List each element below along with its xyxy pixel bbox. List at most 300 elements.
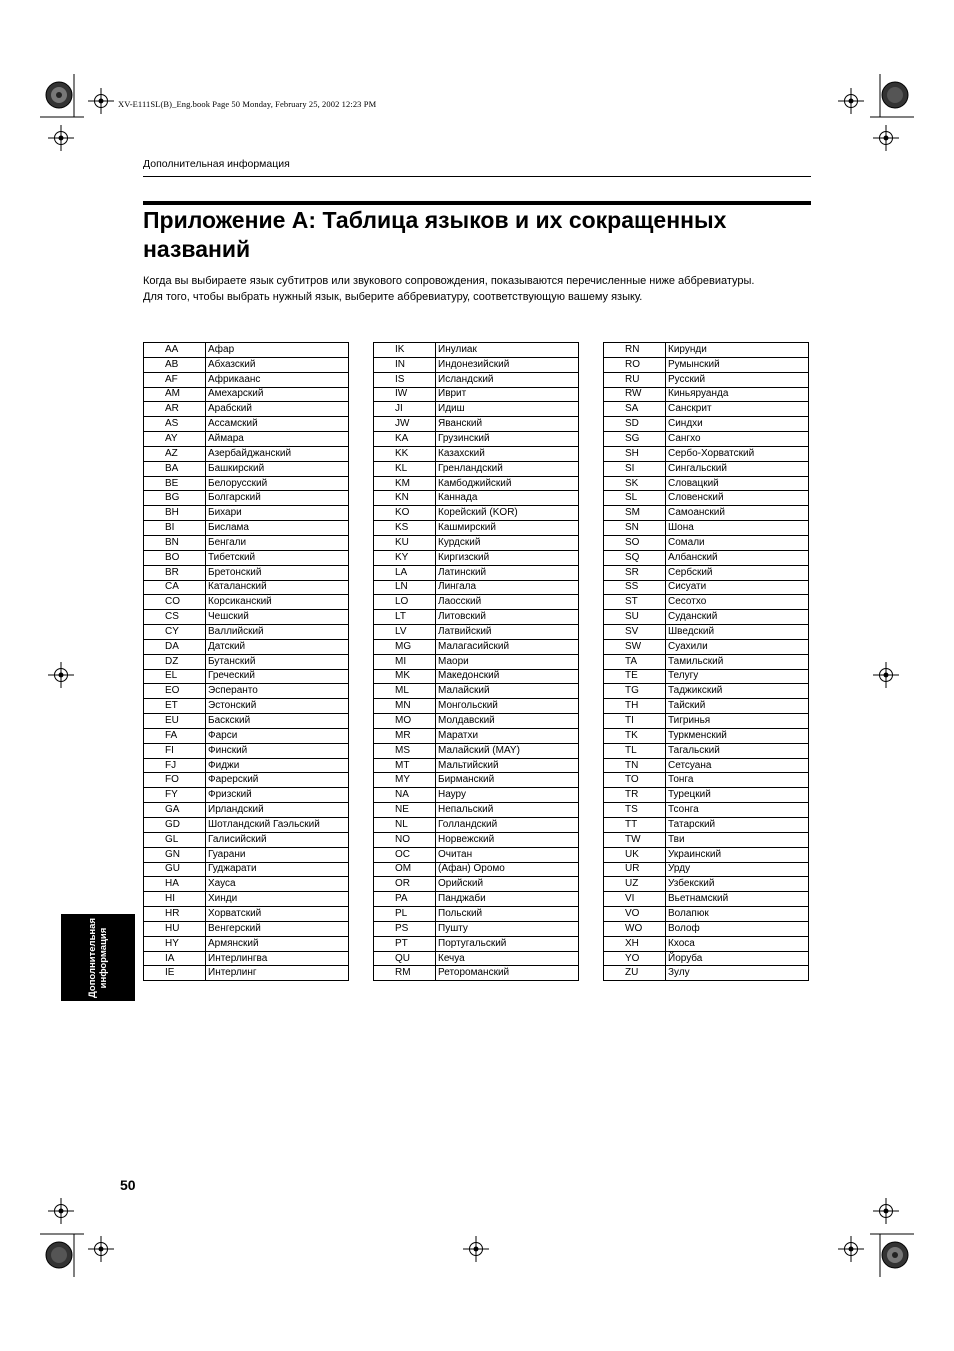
table-row <box>374 446 579 461</box>
language-code: MR <box>374 728 436 743</box>
language-name: Корейский (KOR) <box>436 506 579 521</box>
language-name: Лингала <box>436 580 579 595</box>
language-code: YO <box>604 951 666 966</box>
language-code: RN <box>604 343 666 358</box>
table-row <box>374 506 579 521</box>
language-name: Сербо-Хорватский <box>666 446 809 461</box>
table-row <box>144 684 349 699</box>
language-name: Норвежский <box>436 832 579 847</box>
table-row <box>144 788 349 803</box>
language-name: Словацкий <box>666 476 809 491</box>
language-name: Суахили <box>666 639 809 654</box>
table-row <box>604 966 809 981</box>
language-name: Иврит <box>436 387 579 402</box>
section-header: Дополнительная информация <box>143 158 290 170</box>
table-row <box>604 743 809 758</box>
language-name: Мальтийский <box>436 758 579 773</box>
title-rule <box>143 201 811 205</box>
table-row <box>374 728 579 743</box>
table-row <box>144 832 349 847</box>
table-row <box>374 372 579 387</box>
table-row <box>604 892 809 907</box>
language-code: LO <box>374 595 436 610</box>
language-code: MI <box>374 654 436 669</box>
language-name: Сисуати <box>666 580 809 595</box>
language-name: Сангхо <box>666 432 809 447</box>
table-row <box>604 907 809 922</box>
language-code: RU <box>604 372 666 387</box>
table-row <box>374 639 579 654</box>
language-code: SS <box>604 580 666 595</box>
language-name: Шотландский Гаэльский <box>206 818 349 833</box>
language-code: LN <box>374 580 436 595</box>
table-row <box>374 803 579 818</box>
table-row <box>604 387 809 402</box>
language-name: Белорусский <box>206 476 349 491</box>
language-name: Гуджарати <box>206 862 349 877</box>
table-row <box>604 832 809 847</box>
language-name: Фиджи <box>206 758 349 773</box>
language-code: RM <box>374 966 436 981</box>
language-code: IE <box>144 966 206 981</box>
language-code: TH <box>604 699 666 714</box>
language-name: Узбекский <box>666 877 809 892</box>
table-row <box>144 417 349 432</box>
language-code: GA <box>144 803 206 818</box>
table-row <box>144 743 349 758</box>
table-row <box>144 476 349 491</box>
language-code: ST <box>604 595 666 610</box>
language-code: GN <box>144 847 206 862</box>
language-code: TR <box>604 788 666 803</box>
table-row <box>374 714 579 729</box>
language-name: Польский <box>436 907 579 922</box>
table-row <box>374 491 579 506</box>
language-name: Волоф <box>666 921 809 936</box>
language-name: Вьетнамский <box>666 892 809 907</box>
language-name: Словенский <box>666 491 809 506</box>
table-row <box>144 491 349 506</box>
language-name: Бислама <box>206 521 349 536</box>
language-name: Таджикский <box>666 684 809 699</box>
table-row <box>144 521 349 536</box>
table-row <box>144 625 349 640</box>
language-name: Тигринья <box>666 714 809 729</box>
table-row <box>374 432 579 447</box>
language-code: MO <box>374 714 436 729</box>
language-code: PA <box>374 892 436 907</box>
language-name: Шведский <box>666 625 809 640</box>
language-code: KU <box>374 535 436 550</box>
table-row <box>604 951 809 966</box>
language-name: Башкирский <box>206 461 349 476</box>
language-name: Фарси <box>206 728 349 743</box>
language-code: TO <box>604 773 666 788</box>
language-code: PL <box>374 907 436 922</box>
language-code: AR <box>144 402 206 417</box>
language-code: VO <box>604 907 666 922</box>
language-code: SG <box>604 432 666 447</box>
language-name: Зулу <box>666 966 809 981</box>
language-code: SR <box>604 565 666 580</box>
table-row <box>604 936 809 951</box>
table-row <box>604 847 809 862</box>
table-row <box>144 580 349 595</box>
table-row <box>144 921 349 936</box>
language-code-table <box>143 342 349 981</box>
language-code: IA <box>144 951 206 966</box>
language-code: TA <box>604 654 666 669</box>
table-row <box>604 565 809 580</box>
language-name: Бретонский <box>206 565 349 580</box>
language-code: LT <box>374 610 436 625</box>
table-row <box>374 877 579 892</box>
language-name: Румынский <box>666 357 809 372</box>
table-row <box>144 936 349 951</box>
language-code: SO <box>604 535 666 550</box>
language-code: RO <box>604 357 666 372</box>
language-code: CA <box>144 580 206 595</box>
language-name: Ассамский <box>206 417 349 432</box>
table-row <box>374 535 579 550</box>
language-code: EL <box>144 669 206 684</box>
language-code: SQ <box>604 550 666 565</box>
language-name: Тамильский <box>666 654 809 669</box>
language-name: Индонезийский <box>436 357 579 372</box>
table-row <box>374 654 579 669</box>
table-row <box>374 343 579 358</box>
language-name: Литовский <box>436 610 579 625</box>
language-name: Самоанский <box>666 506 809 521</box>
language-name: Бихари <box>206 506 349 521</box>
language-code: SW <box>604 639 666 654</box>
language-code: IN <box>374 357 436 372</box>
table-row <box>144 714 349 729</box>
language-code: AM <box>144 387 206 402</box>
language-code: JI <box>374 402 436 417</box>
language-code: MT <box>374 758 436 773</box>
table-row <box>374 966 579 981</box>
language-name: Хорватский <box>206 907 349 922</box>
side-tab-label: Дополнительная информация <box>87 917 109 998</box>
language-name: Синдхи <box>666 417 809 432</box>
language-code: NL <box>374 818 436 833</box>
language-name: Корсиканский <box>206 595 349 610</box>
language-name: Каталанский <box>206 580 349 595</box>
side-tab <box>61 914 135 1001</box>
language-name: Туркменский <box>666 728 809 743</box>
language-name: Лаосский <box>436 595 579 610</box>
language-code: RW <box>604 387 666 402</box>
header-rule <box>143 176 811 177</box>
table-row <box>374 461 579 476</box>
language-name: Гуарани <box>206 847 349 862</box>
table-row <box>144 818 349 833</box>
language-code: SK <box>604 476 666 491</box>
language-name: Венгерский <box>206 921 349 936</box>
language-code: QU <box>374 951 436 966</box>
language-name: Тагальский <box>666 743 809 758</box>
language-name: Болгарский <box>206 491 349 506</box>
language-code: AB <box>144 357 206 372</box>
language-code: CS <box>144 610 206 625</box>
language-code: SD <box>604 417 666 432</box>
language-code: TK <box>604 728 666 743</box>
language-code: OR <box>374 877 436 892</box>
language-name: Непальский <box>436 803 579 818</box>
table-row <box>144 699 349 714</box>
page-number: 50 <box>120 1177 136 1193</box>
table-row <box>144 639 349 654</box>
language-name: Суданский <box>666 610 809 625</box>
language-code: UZ <box>604 877 666 892</box>
language-code: IS <box>374 372 436 387</box>
table-row <box>604 625 809 640</box>
table-row <box>374 387 579 402</box>
language-code: KY <box>374 550 436 565</box>
language-name: Валлийский <box>206 625 349 640</box>
language-code: SM <box>604 506 666 521</box>
language-code: AF <box>144 372 206 387</box>
language-code: MN <box>374 699 436 714</box>
language-code: TW <box>604 832 666 847</box>
language-name: Тви <box>666 832 809 847</box>
table-row <box>374 625 579 640</box>
language-code: KA <box>374 432 436 447</box>
language-name: Телугу <box>666 669 809 684</box>
language-name: Панджаби <box>436 892 579 907</box>
language-code: SV <box>604 625 666 640</box>
table-row <box>144 357 349 372</box>
table-row <box>604 521 809 536</box>
language-name: Инулиак <box>436 343 579 358</box>
language-name: Урду <box>666 862 809 877</box>
language-name: Латинский <box>436 565 579 580</box>
table-row <box>604 417 809 432</box>
language-code: GL <box>144 832 206 847</box>
table-row <box>374 743 579 758</box>
language-code: TL <box>604 743 666 758</box>
table-row <box>144 951 349 966</box>
language-name: Кирунди <box>666 343 809 358</box>
table-row <box>604 803 809 818</box>
table-row <box>604 476 809 491</box>
language-name: Фарерский <box>206 773 349 788</box>
language-name: Африкаанс <box>206 372 349 387</box>
table-row <box>604 699 809 714</box>
table-row <box>144 535 349 550</box>
language-name: Греческий <box>206 669 349 684</box>
language-name: Волапюк <box>666 907 809 922</box>
language-name: Грузинский <box>436 432 579 447</box>
table-row <box>604 728 809 743</box>
language-name: Киргизский <box>436 550 579 565</box>
table-row <box>144 847 349 862</box>
language-name: Армянский <box>206 936 349 951</box>
language-code: TS <box>604 803 666 818</box>
table-row <box>144 892 349 907</box>
table-row <box>374 847 579 862</box>
language-name: Бирманский <box>436 773 579 788</box>
table-row <box>604 818 809 833</box>
language-name: Исландский <box>436 372 579 387</box>
table-row <box>144 565 349 580</box>
table-row <box>144 550 349 565</box>
table-row <box>374 892 579 907</box>
language-code: BO <box>144 550 206 565</box>
table-row <box>374 818 579 833</box>
language-code: NE <box>374 803 436 818</box>
language-code: LA <box>374 565 436 580</box>
table-row <box>144 432 349 447</box>
language-code: TT <box>604 818 666 833</box>
table-row <box>604 684 809 699</box>
table-row <box>604 639 809 654</box>
table-row <box>144 461 349 476</box>
language-code: KO <box>374 506 436 521</box>
language-name: Чешский <box>206 610 349 625</box>
language-name: Сетсуана <box>666 758 809 773</box>
language-name: Сингальский <box>666 461 809 476</box>
language-code: BE <box>144 476 206 491</box>
language-code: NA <box>374 788 436 803</box>
language-name: Украинский <box>666 847 809 862</box>
language-name: Сербский <box>666 565 809 580</box>
table-row <box>604 595 809 610</box>
language-code: IK <box>374 343 436 358</box>
language-code: EO <box>144 684 206 699</box>
language-name: Македонский <box>436 669 579 684</box>
language-code: CO <box>144 595 206 610</box>
language-code: BG <box>144 491 206 506</box>
table-row <box>604 446 809 461</box>
language-code: BH <box>144 506 206 521</box>
language-name: Ирландский <box>206 803 349 818</box>
language-code: MY <box>374 773 436 788</box>
language-name: Тсонга <box>666 803 809 818</box>
language-code: KN <box>374 491 436 506</box>
language-name: Кечуа <box>436 951 579 966</box>
language-code: KL <box>374 461 436 476</box>
table-row <box>604 535 809 550</box>
table-row <box>374 699 579 714</box>
language-code: PT <box>374 936 436 951</box>
language-code: FA <box>144 728 206 743</box>
language-name: Финский <box>206 743 349 758</box>
table-row <box>144 506 349 521</box>
language-name: Гренландский <box>436 461 579 476</box>
language-code: HA <box>144 877 206 892</box>
language-code: AA <box>144 343 206 358</box>
language-code: CY <box>144 625 206 640</box>
language-code: SU <box>604 610 666 625</box>
table-row <box>144 803 349 818</box>
language-code: UK <box>604 847 666 862</box>
language-name: Кхоса <box>666 936 809 951</box>
language-name: Абхазский <box>206 357 349 372</box>
table-row <box>604 654 809 669</box>
table-row <box>604 432 809 447</box>
language-name: Яванский <box>436 417 579 432</box>
table-row <box>374 832 579 847</box>
language-code: DA <box>144 639 206 654</box>
language-name: Баскский <box>206 714 349 729</box>
language-code: HI <box>144 892 206 907</box>
language-name: Кашмирский <box>436 521 579 536</box>
table-row <box>144 654 349 669</box>
table-row <box>144 862 349 877</box>
language-name: Сомали <box>666 535 809 550</box>
language-name: Молдавский <box>436 714 579 729</box>
table-row <box>374 610 579 625</box>
language-code: OC <box>374 847 436 862</box>
language-code: WO <box>604 921 666 936</box>
language-code: ZU <box>604 966 666 981</box>
language-code: IW <box>374 387 436 402</box>
language-name: Азербайджанский <box>206 446 349 461</box>
language-name: Турецкий <box>666 788 809 803</box>
language-code: TN <box>604 758 666 773</box>
language-name: Эсперанто <box>206 684 349 699</box>
language-code: MS <box>374 743 436 758</box>
language-code: SI <box>604 461 666 476</box>
language-name: Малагасийский <box>436 639 579 654</box>
table-row <box>144 877 349 892</box>
language-name: Курдский <box>436 535 579 550</box>
language-name: Португальский <box>436 936 579 951</box>
language-code: HR <box>144 907 206 922</box>
language-name: Галисийский <box>206 832 349 847</box>
table-row <box>144 610 349 625</box>
language-name: Йоруба <box>666 951 809 966</box>
table-row <box>144 343 349 358</box>
table-row <box>374 550 579 565</box>
table-row <box>374 402 579 417</box>
table-row <box>604 461 809 476</box>
language-name: Хауса <box>206 877 349 892</box>
language-code: UR <box>604 862 666 877</box>
language-code: SL <box>604 491 666 506</box>
table-row <box>604 343 809 358</box>
language-name: Эстонский <box>206 699 349 714</box>
language-code: BR <box>144 565 206 580</box>
language-code: EU <box>144 714 206 729</box>
language-code: BN <box>144 535 206 550</box>
table-row <box>604 773 809 788</box>
table-row <box>144 758 349 773</box>
language-name: Шона <box>666 521 809 536</box>
table-row <box>604 862 809 877</box>
language-name: Фризский <box>206 788 349 803</box>
table-row <box>144 387 349 402</box>
table-row <box>144 966 349 981</box>
table-row <box>604 669 809 684</box>
language-name: Науру <box>436 788 579 803</box>
table-row <box>604 758 809 773</box>
language-code: GD <box>144 818 206 833</box>
language-code: DZ <box>144 654 206 669</box>
intro-line: Для того, чтобы выбрать нужный язык, выберите аббревиатуру, соответствующую вашему языку. <box>143 290 643 303</box>
language-name: Орийский <box>436 877 579 892</box>
language-name: Пушту <box>436 921 579 936</box>
language-name: Киньяруанда <box>666 387 809 402</box>
language-code: AS <box>144 417 206 432</box>
table-row <box>604 877 809 892</box>
language-code: SA <box>604 402 666 417</box>
language-name: Малайский (MAY) <box>436 743 579 758</box>
table-row <box>374 669 579 684</box>
intro-text <box>143 274 833 305</box>
